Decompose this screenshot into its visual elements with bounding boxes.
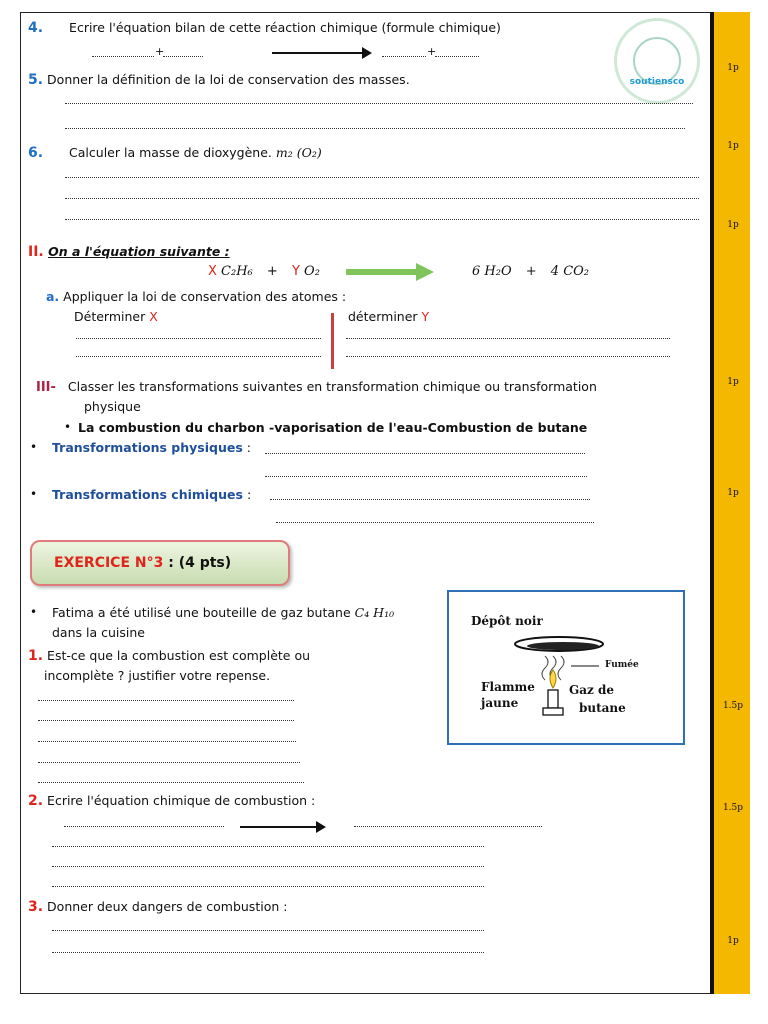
answer-line[interactable] — [38, 741, 296, 742]
answer-line[interactable] — [346, 338, 670, 339]
bullet-icon: • — [30, 440, 38, 454]
list-item: La combustion du charbon -vaporisation de l'eau-Combustion de butane — [78, 420, 588, 435]
plus-sign: + — [525, 264, 537, 279]
answer-line[interactable] — [76, 356, 321, 357]
question-text: Est-ce que la combustion est complète ou — [47, 648, 311, 663]
figure-label: Fumée — [605, 660, 639, 670]
plus-sign: + — [155, 45, 165, 58]
points-label: 1p — [727, 936, 739, 946]
coef-y: Y — [421, 309, 430, 324]
question-text: incomplète ? justifier votre repense. — [44, 668, 271, 683]
product-1: 6 H₂O — [472, 264, 512, 279]
question-text: Donner deux dangers de combustion : — [47, 899, 288, 914]
answer-line[interactable] — [276, 522, 594, 523]
bullet-icon: • — [30, 605, 38, 619]
colon: : — [246, 487, 252, 502]
answer-line[interactable] — [52, 886, 484, 887]
answer-line[interactable] — [38, 720, 294, 721]
answer-line[interactable] — [65, 128, 685, 129]
question-text: Donner la définition de la loi de conservation des masses. — [47, 72, 410, 87]
figure-label: Gaz de — [569, 683, 615, 697]
points-label: 1p — [727, 63, 739, 73]
answer-line[interactable] — [270, 499, 590, 500]
smoke-line — [542, 656, 548, 680]
answer-line[interactable] — [382, 56, 426, 57]
flame-illustration — [449, 592, 683, 743]
question-text: Ecrire l'équation chimique de combustion : — [47, 793, 316, 808]
answer-line[interactable] — [65, 219, 699, 220]
flame-icon — [550, 670, 556, 688]
divider — [331, 313, 334, 369]
formula: m₂ (O₂) — [275, 145, 322, 160]
coef-x: X — [149, 309, 158, 324]
plus-sign: + — [427, 45, 437, 58]
exercise-header — [30, 540, 290, 586]
answer-line[interactable] — [65, 103, 693, 104]
answer-line[interactable] — [38, 700, 294, 701]
points-label: 1p — [727, 220, 739, 230]
answer-line[interactable] — [52, 952, 484, 953]
reaction-arrow — [272, 52, 370, 54]
sub-question-letter: a. — [46, 289, 60, 304]
plus-sign: + — [266, 264, 278, 279]
category-label: Transformations chimiques — [52, 487, 243, 502]
question-number: 4. — [28, 20, 44, 36]
reactant-1: C₂H₆ — [221, 264, 253, 279]
question-number: 2. — [28, 793, 44, 809]
reaction-arrow — [240, 826, 324, 828]
intro-text: dans la cuisine — [52, 625, 145, 640]
question-text: Calculer la masse de dioxygène. — [69, 145, 272, 160]
answer-line[interactable] — [65, 177, 699, 178]
figure-label: jaune — [481, 696, 519, 710]
answer-line[interactable] — [64, 826, 224, 827]
answer-line[interactable] — [265, 476, 587, 477]
product-2: 4 CO₂ — [550, 264, 590, 279]
section-text: Classer les transformations suivantes en transformation chimique ou transformation — [67, 379, 597, 394]
coef-y: Y — [291, 264, 300, 279]
points-label: 1.5p — [722, 701, 744, 711]
figure-label: Flamme — [481, 680, 535, 694]
section-text: physique — [84, 399, 141, 414]
reactant-2: O₂ — [304, 264, 320, 279]
intro-text: Fatima a été utilisé une bouteille de gaz butane — [52, 605, 351, 620]
points-label: 1p — [727, 141, 739, 151]
determine-label: Déterminer — [74, 309, 146, 324]
exercise-points: : (4 pts) — [168, 555, 232, 571]
question-number: 3. — [28, 899, 44, 915]
bullet-icon: • — [64, 420, 72, 434]
answer-line[interactable] — [346, 356, 670, 357]
answer-line[interactable] — [52, 930, 484, 931]
section-title: On a l'équation suivante : — [48, 244, 230, 259]
exercise-label: EXERCICE N°3 — [54, 555, 164, 571]
formula: C₄ H₁₀ — [354, 605, 395, 620]
bullet-icon: • — [30, 487, 38, 501]
answer-line[interactable] — [92, 56, 154, 57]
answer-line[interactable] — [52, 846, 484, 847]
figure-label: Dépôt noir — [471, 614, 543, 628]
answer-line[interactable] — [38, 762, 300, 763]
points-label: 1p — [727, 377, 739, 387]
question-text: Ecrire l'équation bilan de cette réaction chimique (formule chimique) — [69, 20, 501, 35]
points-rail — [710, 12, 750, 994]
figure-label: butane — [579, 701, 626, 715]
combustion-figure — [447, 590, 685, 745]
question-number: 5. — [28, 72, 44, 88]
points-label: 1.5p — [722, 803, 744, 813]
burner-tube — [548, 690, 558, 708]
category-label: Transformations physiques — [52, 440, 243, 455]
colon: : — [246, 440, 251, 455]
question-number: 6. — [28, 145, 44, 161]
answer-line[interactable] — [354, 826, 542, 827]
points-label: 1p — [727, 488, 739, 498]
sub-question-text: Appliquer la loi de conservation des atomes : — [63, 289, 347, 304]
smoke-line — [558, 656, 564, 680]
answer-line[interactable] — [435, 56, 479, 57]
answer-line[interactable] — [65, 198, 699, 199]
answer-line[interactable] — [163, 56, 203, 57]
answer-line[interactable] — [38, 782, 304, 783]
burner-base — [543, 708, 563, 715]
question-number: 1. — [28, 648, 44, 664]
reaction-arrow-green — [346, 269, 416, 275]
answer-line[interactable] — [52, 866, 484, 867]
section-number: III- — [36, 380, 56, 395]
section-number: II. — [28, 244, 44, 260]
school-logo — [614, 18, 700, 104]
answer-line[interactable] — [265, 453, 585, 454]
soot-deposit — [527, 642, 599, 650]
answer-line[interactable] — [76, 338, 321, 339]
logo-text: soutiensco — [629, 77, 685, 87]
determine-label: déterminer — [348, 309, 418, 324]
coef-x: X — [208, 264, 217, 279]
